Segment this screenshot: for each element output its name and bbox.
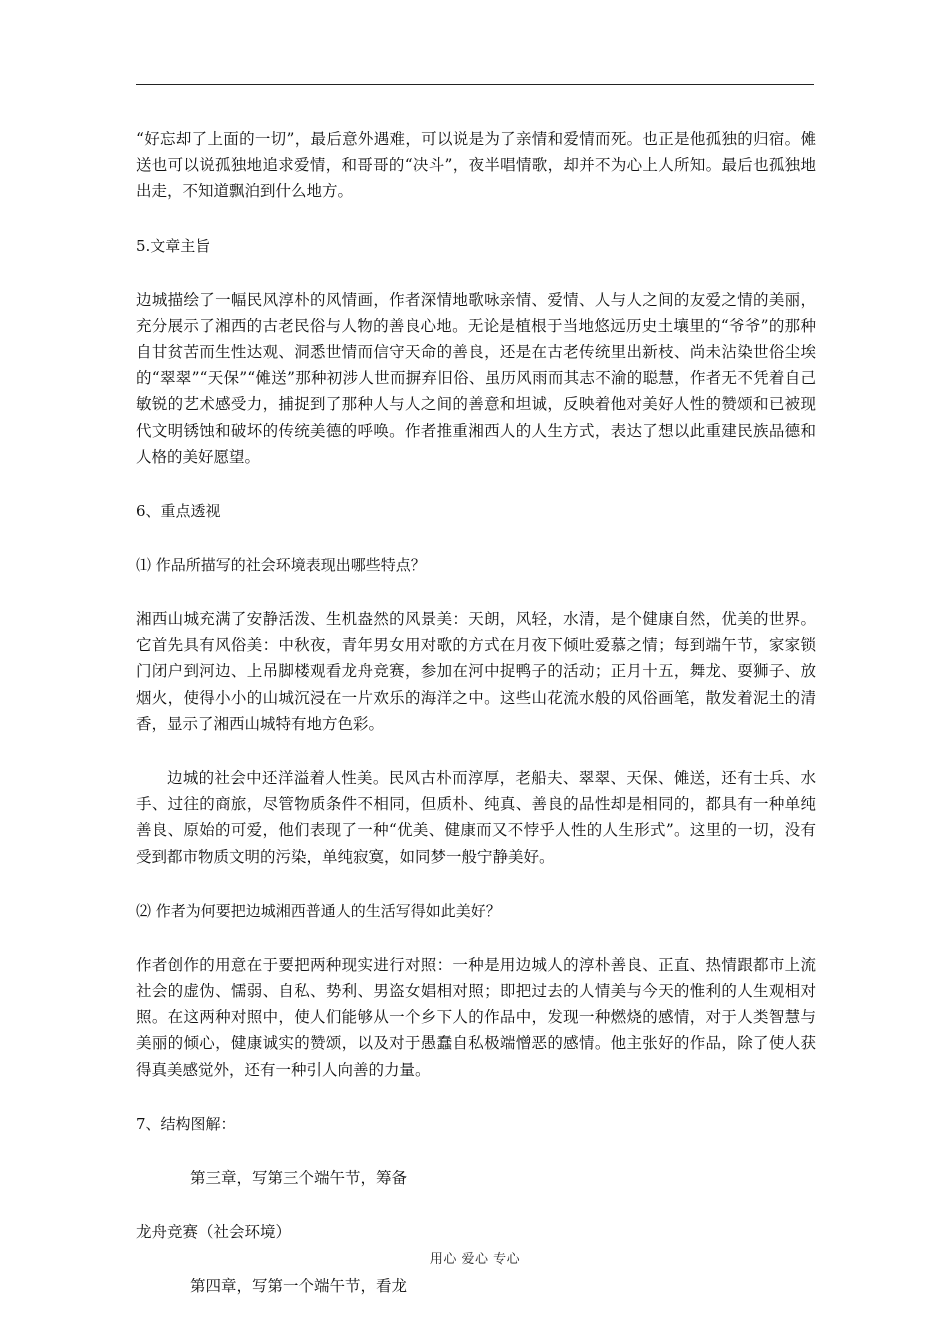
page-footer: 用心 爱心 专心 bbox=[429, 1252, 521, 1267]
paragraph-conclusion: “好忘却了上面的一切”，最后意外遇难，可以说是为了亲情和爱情而死。也正是他孤独的归宿。傩送也可以说孤独地追求爱情，和哥哥的“决斗”，夜半唱情歌，却并不为心上人所知。最后也孤独地出走，不知道飘泊到什么地方。 bbox=[136, 130, 816, 201]
section-heading-structure: 7、结构图解： bbox=[136, 1114, 236, 1133]
question-1: ⑴ 作品所描写的社会环境表现出哪些特点？ bbox=[136, 556, 426, 575]
structure-line-2: 龙舟竞赛（社会环境） bbox=[136, 1223, 292, 1242]
section-heading-theme: 5.文章主旨 bbox=[136, 236, 211, 255]
paragraph-intent: 作者创作的用意在于要把两种现实进行对照：一种是用边城人的淳朴善良、正直、热情跟都市上流社会的虚伪、懦弱、自私、势利、男盗女娼相对照；即把过去的人情美与今天的惟利的人生观相对照。在这两种对照中，使人们能够从一个乡下人的作品中，发现一种燃烧的感情，对于人类智慧与美丽的倾心，健康诚实的赞颂，以及对于愚蠢自私极端憎恶的感情。他主张好的作品，除了使人获得真美感觉外，还有一种引人向善的力量。 bbox=[136, 955, 816, 1079]
structure-line-3: 第四章，写第一个端午节，看龙 bbox=[190, 1277, 408, 1296]
document-body bbox=[136, 126, 816, 1299]
paragraph-theme: 边城描绘了一幅民风淳朴的风情画，作者深情地歌咏亲情、爱情、人与人之间的友爱之情的美丽，充分展示了湘西的古老民俗与人物的善良心地。无论是植根于当地悠远历史土壤里的“爷爷”的那种自甘贫苦而生性达观、洞悉世情而信守天命的善良，还是在古老传统里出新枝、尚未沾染世俗尘埃的“翠翠”“天保”“傩送”那种初涉人世而摒弃旧俗、虽历风雨而其志不渝的聪慧，作者无不凭着自己敏锐的艺术感受力，捕捉到了那种人与人之间的善意和坦诚，反映着他对美好人性的赞颂和已被现代文明锈蚀和破坏的传统美德的呼唤。作者推重湘西人的人生方式，表达了想以此重建民族品德和人格的美好愿望。 bbox=[136, 290, 816, 466]
question-2: ⑵ 作者为何要把边城湘西普通人的生活写得如此美好？ bbox=[136, 901, 501, 920]
header-rule bbox=[136, 84, 814, 85]
structure-line-1: 第三章，写第三个端午节，筹备 bbox=[190, 1168, 408, 1187]
section-heading-key-points: 6、重点透视 bbox=[136, 502, 221, 521]
paragraph-scenery: 湘西山城充满了安静活泼、生机盎然的风景美：天朗，风轻，水清，是个健康自然，优美的世界。它首先具有风俗美：中秋夜，青年男女用对歌的方式在月夜下倾吐爱慕之情；每到端午节，家家锁门闭户到河边、上吊脚楼观看龙舟竞赛，参加在河中捉鸭子的活动；正月十五，舞龙、耍狮子、放烟火，使得小小的山城沉浸在一片欢乐的海洋之中。这些山花流水般的风俗画笔，散发着泥土的清香，显示了湘西山城特有地方色彩。 bbox=[136, 610, 816, 733]
paragraph-human-nature: 边城的社会中还洋溢着人性美。民风古朴而淳厚，老船夫、翠翠、天保、傩送，还有士兵、水手、过往的商旅，尽管物质条件不相同，但质朴、纯真、善良的品性却是相同的，都具有一种单纯善良、原始的可爱，他们表现了一种“优美、健康而又不悖乎人性的人生形式”。这里的一切，没有受到都市物质文明的污染，单纯寂寞，如同梦一般宁静美好。 bbox=[136, 769, 816, 866]
